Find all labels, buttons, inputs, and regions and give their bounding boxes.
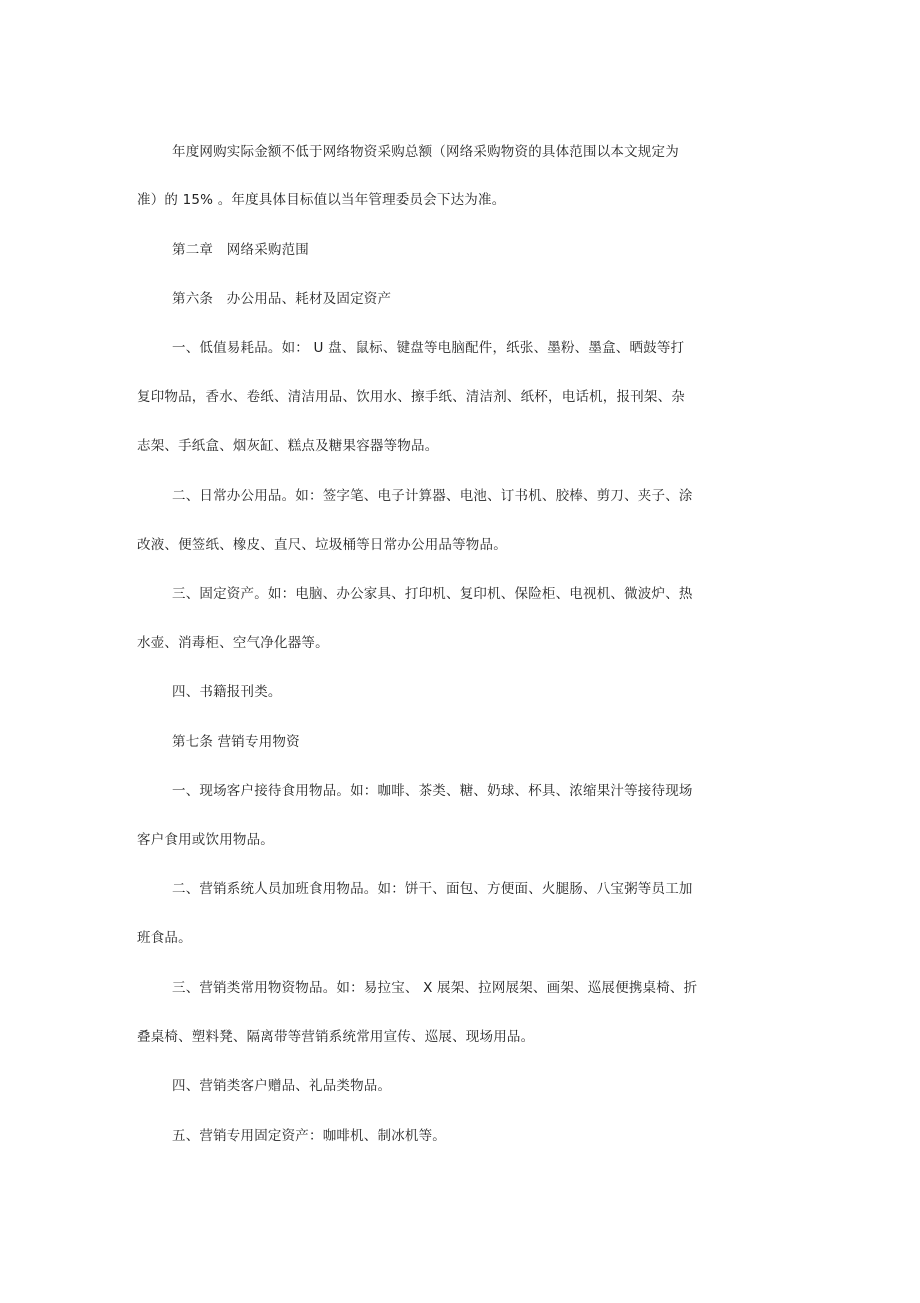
text-line: 二、营销系统人员加班食用物品。如：饼干、面包、方便面、火腿肠、八宝粥等员工加 [172, 881, 693, 897]
text-line: 二、日常办公用品。如：签字笔、电子计算器、电池、订书机、胶棒、剪刀、夹子、涂 [172, 488, 693, 504]
text-line: 志架、手纸盒、烟灰缸、糕点及糖果容器等物品。 [137, 438, 439, 454]
text-line: 一、现场客户接待食用物品。如：咖啡、茶类、糖、奶球、杯具、浓缩果汁等接待现场 [172, 783, 693, 799]
text-line: 年度网购实际金额不低于网络物资采购总额（网络采购物资的具体范围以本文规定为 [172, 144, 679, 160]
text-line: 叠桌椅、塑料凳、隔离带等营销系统常用宣传、巡展、现场用品。 [137, 1029, 535, 1045]
text-line: 四、营销类客户赠品、礼品类物品。 [172, 1078, 392, 1094]
text-line: 一、低值易耗品。如： U 盘、鼠标、键盘等电脑配件，纸张、墨粉、墨盒、晒鼓等打 [172, 340, 685, 356]
text-line: 客户食用或饮用物品。 [137, 832, 274, 848]
text-line: 三、营销类常用物资物品。如：易拉宝、 X 展架、拉网展架、画架、巡展便携桌椅、折 [172, 980, 698, 996]
text-line: 准）的 15% 。年度具体目标值以当年管理委员会下达为准。 [137, 192, 506, 208]
text-line: 三、固定资产。如：电脑、办公家具、打印机、复印机、保险柜、电视机、微波炉、热 [172, 586, 693, 602]
article-heading: 第六条 办公用品、耗材及固定资产 [172, 291, 392, 307]
article-heading: 第七条 营销专用物资 [172, 734, 300, 750]
text-line: 五、营销专用固定资产：咖啡机、制冰机等。 [172, 1128, 446, 1144]
chapter-heading: 第二章 网络采购范围 [172, 242, 309, 258]
text-line: 水壶、消毒柜、空气净化器等。 [137, 635, 329, 651]
text-line: 四、书籍报刊类。 [172, 684, 282, 700]
text-line: 复印物品，香水、卷纸、清洁用品、饮用水、擦手纸、清洁剂、纸杯，电话机，报刊架、杂 [137, 389, 685, 405]
text-line: 改液、便签纸、橡皮、直尺、垃圾桶等日常办公用品等物品。 [137, 537, 507, 553]
text-line: 班食品。 [137, 930, 192, 946]
